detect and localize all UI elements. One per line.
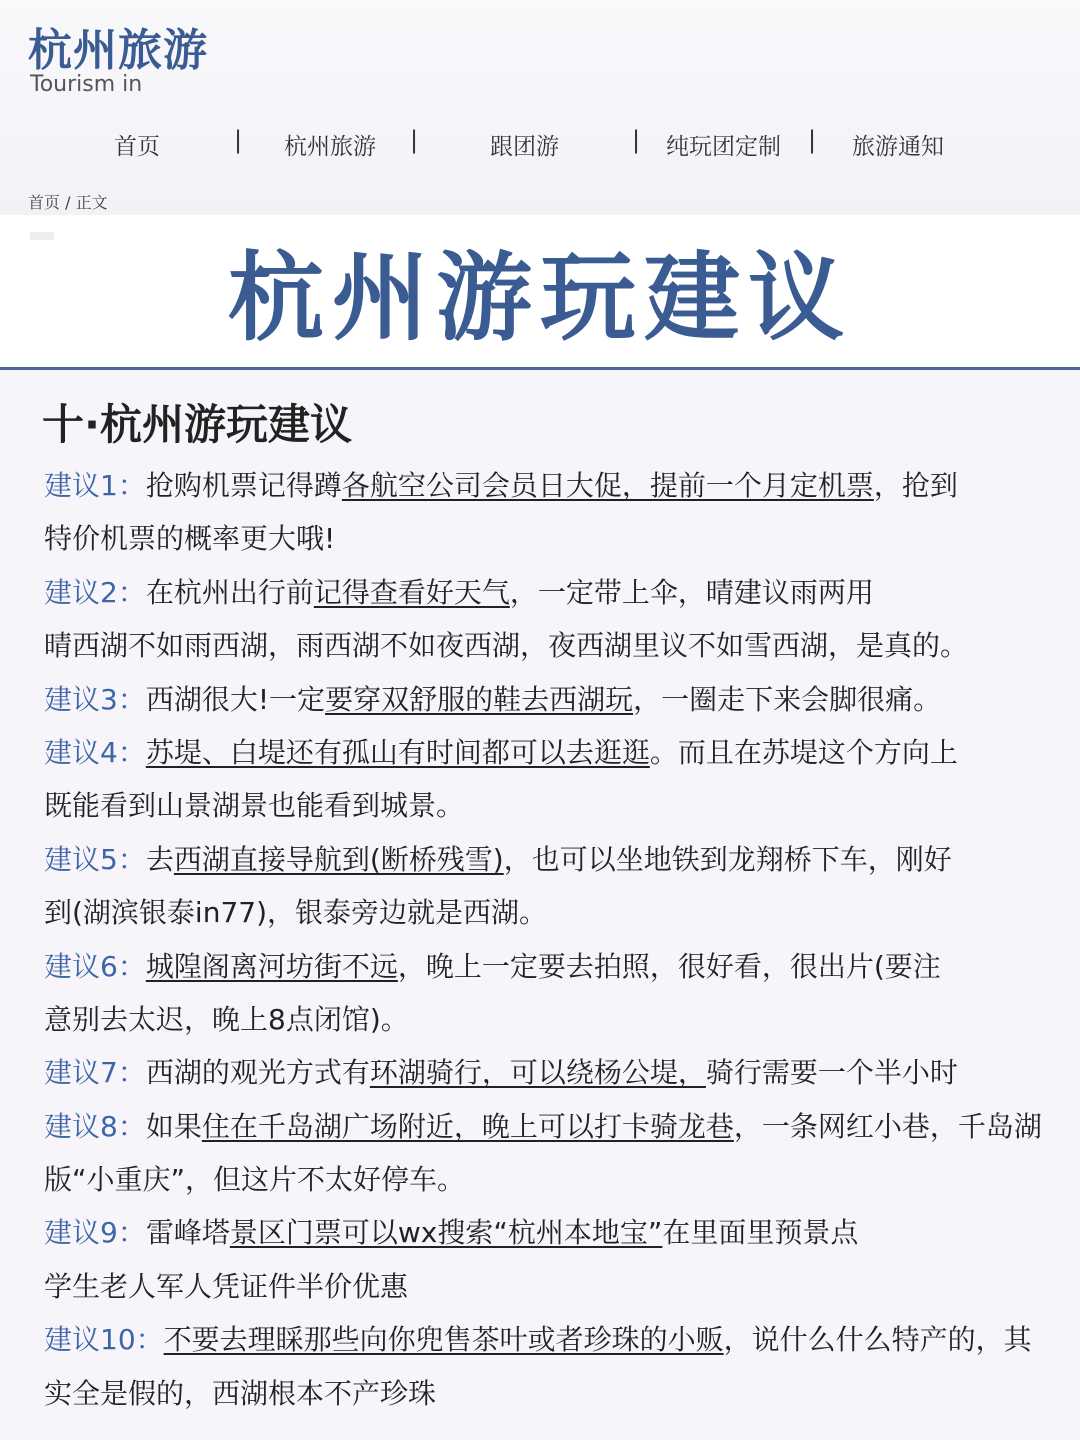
tip-text: ，也可以坐地铁到龙翔桥下车，刚好 [503,842,952,876]
tip-line [44,886,1054,939]
tip-text: 特价机票的概率更大哦! [44,522,336,556]
tip-line [44,779,1054,832]
tip-line [44,459,1054,512]
tip-line [44,726,1054,779]
tip-label: 建议10： [44,1323,164,1357]
nav-item-hangzhou-tourism[interactable]: 杭州旅游 [284,134,376,160]
tip-line [44,512,1054,565]
tip-text: 如果 [145,1109,202,1143]
tip-line [44,940,1054,993]
tip-line [44,1367,1054,1420]
tip-label: 建议7： [44,1056,146,1090]
site-header [0,0,1080,368]
tip-label: 建议3： [44,682,146,716]
tip-text: 晴西湖不如雨西湖，雨西湖不如夜西湖，夜西湖里议不如雪西湖，是真的。 [44,629,969,663]
tip-text: ，晚上一定要去拍照，很好看，很出片(要注 [397,949,941,983]
nav-item-custom-tour[interactable]: 纯玩团定制 [666,134,781,160]
tip-line [44,1206,1054,1259]
tip-line [44,1153,1054,1206]
tip-highlight-text: 苏堤、白堤还有孤山有时间都可以去逛逛 [145,735,650,769]
tip-text: 在里面里预景点 [662,1216,859,1250]
tip-text: 西湖很大!一定 [145,682,326,716]
tip-text: 去 [145,842,174,876]
tip-label: 建议8： [44,1109,146,1143]
tip-text: ，说什么什么特产的，其 [723,1323,1032,1357]
tip-highlight-text: 各航空公司会员日大促，提前一个月定机票 [341,469,874,502]
tip-text: 骑行需要一个半小时 [705,1056,958,1090]
nav-item-group-tour[interactable]: 跟团游 [490,134,559,160]
tip-text: 到(湖滨银泰in77)，银泰旁边就是西湖。 [44,896,548,930]
site-logo-subtitle: Tourism in [30,72,143,97]
nav-item-travel-notice[interactable]: 旅游通知 [852,134,944,160]
nav-separator: | [632,126,641,154]
tip-highlight-text: 景区门票可以wx搜索“杭州本地宝” [229,1216,663,1250]
tip-line [44,1313,1054,1366]
tip-highlight-text: 西湖直接导航到(断桥残雪) [173,842,504,876]
breadcrumb [28,190,108,213]
tip-text: ，抢到 [873,469,958,502]
tip-label: 建议6： [44,949,146,983]
tip-text: 雷峰塔 [145,1216,230,1250]
tip-line [44,566,1054,619]
breadcrumb-current: 正文 [75,193,108,212]
tip-text: 抢购机票记得蹲 [145,469,342,502]
nav-separator: | [410,126,419,154]
tip-highlight-text: 记得查看好天气 [313,575,510,609]
tip-text: ，一条网红小巷，千岛湖 [733,1109,1042,1143]
tip-text: 版“小重庆”，但这片不太好停车。 [44,1163,466,1197]
breadcrumb-separator: / [65,193,71,212]
tip-label: 建议2： [44,575,146,609]
tip-text: 实全是假的，西湖根本不产珍珠 [44,1376,437,1410]
breadcrumb-home[interactable]: 首页 [28,193,61,212]
tip-highlight-text: 要穿双舒服的鞋去西湖玩 [325,682,634,716]
tip-line [44,673,1054,726]
nav-separator: | [808,126,817,154]
tip-text: 既能看到山景湖景也能看到城景。 [44,789,465,823]
tip-line [44,833,1054,886]
tips-list [44,459,1054,1420]
tip-line [44,1100,1054,1153]
tip-text: ，一圈走下来会脚很痛。 [633,682,942,716]
section-title: 十·杭州游玩建议 [42,400,352,449]
tip-label: 建议1： [44,469,146,502]
tip-label: 建议4： [44,735,146,769]
header-divider [0,367,1080,370]
nav-separator: | [234,126,243,154]
tip-highlight-text: 城隍阁离河坊街不远 [145,949,398,983]
tip-highlight-text: 环湖骑行，可以绕杨公堤， [369,1056,706,1090]
tip-label: 建议9： [44,1216,146,1250]
tip-text: 学生老人军人凭证件半价优惠 [44,1269,409,1303]
tip-line [44,1260,1054,1313]
tip-text: 西湖的观光方式有 [145,1056,370,1090]
page-title: 杭州游玩建议 [228,242,852,354]
tip-highlight-text: 住在千岛湖广场附近，晚上可以打卡骑龙巷 [201,1109,734,1143]
tip-text: ，一定带上伞，晴建议雨两用 [509,575,874,609]
tip-line [44,619,1054,672]
tip-text: 。而且在苏堤这个方向上 [649,735,958,769]
tip-label: 建议5： [44,842,146,876]
nav-item-home[interactable]: 首页 [114,134,160,160]
tip-highlight-text: 不要去理睬那些向你兜售茶叶或者珍珠的小贩 [163,1323,724,1357]
tip-text: 在杭州出行前 [145,575,314,609]
site-logo-title[interactable]: 杭州旅游 [28,25,208,76]
tip-line [44,1046,1054,1099]
main-nav [0,118,1080,168]
tip-text: 意别去太迟，晚上8点闭馆)。 [44,1002,409,1036]
tip-line [44,993,1054,1046]
